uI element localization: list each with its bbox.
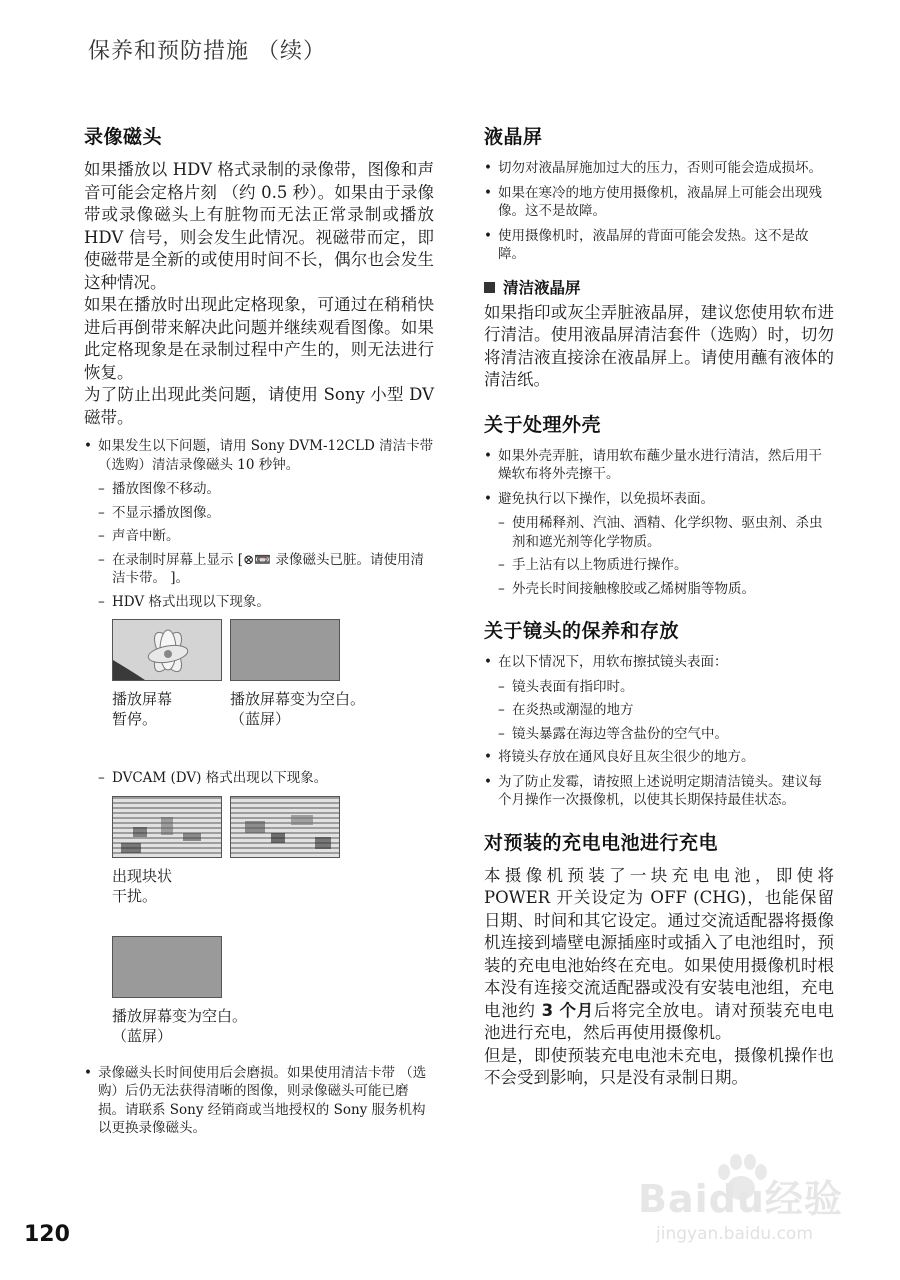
symptom-item: – 在录制时屏幕上显示 [⊗📼 录像磁头已脏。请使用清洁卡带。 ]。	[84, 551, 434, 588]
lens-bullets-2	[484, 748, 834, 810]
battery-section	[484, 828, 834, 1090]
lens-bullets	[484, 653, 834, 672]
hdv-image-blank	[230, 619, 366, 729]
block-noise-thumbnail	[112, 796, 222, 858]
lens-bullet: • 将镜头存放在通风良好且灰尘很少的地方。	[484, 748, 834, 767]
battery-text-before: 本摄像机预装了一块充电电池，即使将 POWER 开关设定为 OFF (CHG)，也能保留日期、时间和其它设定。通过交流适配器将摄像机连接到墙壁电源插座时或插入了电池组时，预装的充电电池始终在充电。如果使用摄像机时根本没有连接交流适配器或没有安装电池组，充电电池约	[484, 865, 834, 1020]
battery-heading: 对预装的充电电池进行充电	[484, 831, 719, 854]
casing-dash-item: – 使用稀释剂、汽油、酒精、化学织物、驱虫剂、杀虫剂和遮光剂等化学物质。	[484, 514, 834, 551]
casing-dashes	[484, 514, 834, 598]
lens-dash-item: – 镜头表面有指印时。	[484, 678, 834, 697]
lcd-cleaning-subheading	[484, 276, 834, 298]
lcd-section	[484, 122, 834, 392]
paused-flower-thumbnail	[112, 619, 222, 681]
blank-screen-thumbnail	[112, 936, 222, 998]
lcd-bullet: • 如果在寒冷的地方使用摄像机，液晶屏上可能会出现残像。这不是故障。	[484, 184, 834, 221]
lcd-bullet: • 切勿对液晶屏施加过大的压力，否则可能会造成损坏。	[484, 159, 834, 178]
symptom-item: – 不显示播放图像。	[84, 504, 434, 523]
cleaning-cassette-bullet: • 如果发生以下问题，请用 Sony DVM-12CLD 清洁卡带 （选购）清洁录像磁头 10 秒钟。	[84, 437, 434, 474]
casing-dash-item: – 外壳长时间接触橡胶或乙烯树脂等物质。	[484, 580, 834, 599]
flower-icon	[113, 620, 222, 681]
lens-dash-item: – 镜头暴露在海边等含盐份的空气中。	[484, 725, 834, 744]
lcd-cleaning-text: 如果指印或灰尘弄脏液晶屏，建议您使用软布进行清洁。使用液晶屏清洁套件（选购）时，切勿将清洁液直接涂在液晶屏上。请使用蘸有液体的清洁纸。	[484, 302, 834, 389]
hdv-image-row	[112, 619, 434, 729]
square-bullet-icon	[484, 282, 495, 293]
lcd-cleaning-subheading-text: 清洁液晶屏	[503, 278, 581, 297]
casing-bullets	[484, 447, 834, 509]
dvcam-image-block-noise	[112, 796, 222, 858]
battery-text-2: 但是，即使预装充电电池未充电，摄像机操作也不会受到影响，只是没有录制日期。	[484, 1045, 834, 1087]
hdv-caption-blank: 播放屏幕变为空白。 （蓝屏）	[230, 690, 366, 728]
casing-section	[484, 410, 834, 599]
lcd-bullets	[484, 159, 834, 264]
lens-dash-item: – 在炎热或潮湿的地方	[484, 701, 834, 720]
dvcam-caption-blank: 播放屏幕变为空白。 （蓝屏）	[112, 1006, 248, 1045]
casing-dash-item: – 手上沾有以上物质进行操作。	[484, 556, 834, 575]
video-head-paragraph-3: 为了防止出现此类问题，请使用 Sony 小型 DV 磁带。	[84, 385, 434, 427]
dvcam-item: – DVCAM (DV) 格式出现以下现象。	[84, 769, 434, 788]
noise-flower-icon	[113, 797, 222, 858]
lens-bullet: • 为了防止发霉，请按照上述说明定期清洁镜头。建议每个月操作一次摄像机，以使其长期保持最佳状态。	[484, 773, 834, 810]
symptom-item: – 播放图像不移动。	[84, 480, 434, 499]
lens-heading: 关于镜头的保养和存放	[484, 620, 680, 642]
hdv-caption-paused: 播放屏幕 暂停。	[112, 690, 173, 728]
right-column	[484, 122, 834, 1108]
dvcam-image-blank	[112, 936, 434, 1046]
page-header-title: 保养和预防措施 （续）	[88, 39, 326, 64]
video-head-bullets	[84, 437, 434, 474]
left-column	[84, 122, 434, 1144]
hdv-image-paused	[112, 619, 222, 729]
dvcam-caption-block-noise: 出现块状 干扰。	[112, 866, 173, 905]
video-head-paragraph-1: 如果播放以 HDV 格式录制的录像带，图像和声音可能会定格片刻 （约 0.5 秒）。如果由于录像带或录像磁头上有脏物而无法正常录制或播放 HDV 信号，则会发生此情况。视磁带而定，即使磁带是全新的或使用时间不长，偶尔也会发生这种情况。	[84, 160, 434, 292]
noise-flower-icon	[231, 797, 340, 858]
symptom-item: – HDV 格式出现以下现象。	[84, 593, 434, 612]
dvcam-image-row	[112, 796, 434, 858]
casing-bullet: • 避免执行以下操作，以免损坏表面。	[484, 490, 834, 509]
watermark-url: jingyan.baidu.com	[656, 1224, 813, 1244]
battery-text-after: 后将完全放电。请对预装充电电池进行充电，然后再使用摄像机。	[484, 1000, 835, 1042]
casing-heading: 关于处理外壳	[484, 413, 602, 436]
dvcam-list	[84, 769, 434, 788]
lens-section	[484, 616, 834, 810]
video-head-paragraph-2: 如果在播放时出现此定格现象，可通过在稍稍快进后再倒带来解决此问题并继续观看图像。如果此定格现象是在录制过程中产生的，则无法进行恢复。	[84, 295, 434, 382]
baidu-watermark	[636, 1150, 876, 1270]
lcd-heading: 液晶屏	[484, 126, 543, 148]
head-wear-bullet: • 录像磁头长时间使用后会磨损。如果使用清洁卡带 （选购）后仍无法获得清晰的图像，则录像磁头可能已磨损。请联系 Sony 经销商或当地授权的 Sony 服务机构以更换录像磁头。	[84, 1064, 434, 1138]
blank-screen-thumbnail	[230, 619, 340, 681]
lens-bullet: • 在以下情况下，用软布擦拭镜头表面：	[484, 653, 834, 672]
lcd-bullet: • 使用摄像机时，液晶屏的背面可能会发热。这不是故障。	[484, 227, 834, 264]
dvcam-image-block-noise-2	[230, 796, 340, 858]
video-head-heading: 录像磁头	[84, 126, 163, 148]
head-wear-bullets	[84, 1064, 434, 1138]
block-noise-thumbnail	[230, 796, 340, 858]
watermark-logo: Baidu经验	[638, 1177, 843, 1221]
battery-text	[484, 865, 834, 1045]
lens-dashes	[484, 678, 834, 744]
battery-duration: 3 个月	[541, 1000, 594, 1020]
page-number: 120	[24, 1222, 70, 1247]
symptom-item: – 声音中断。	[84, 527, 434, 546]
casing-bullet: • 如果外壳弄脏，请用软布蘸少量水进行清洁，然后用干燥软布将外壳擦干。	[484, 447, 834, 484]
symptom-list	[84, 480, 434, 611]
